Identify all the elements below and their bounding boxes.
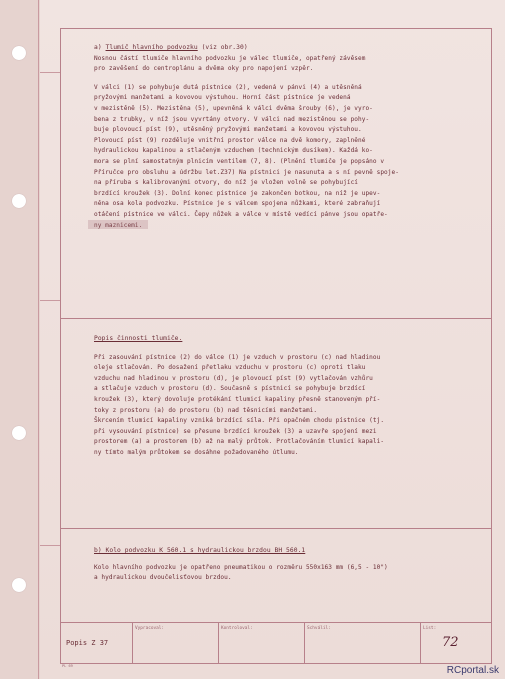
section-b-heading: Popis činnosti tlumiče. xyxy=(94,335,183,342)
title-block xyxy=(60,622,492,663)
paragraph-line: ny maznicemi. xyxy=(94,221,143,229)
paragraph-line: V válci (1) se pohybuje dutá pístnice (2), vedená v pánvi (4) a utěsněná xyxy=(94,83,362,91)
margin-tick xyxy=(40,72,60,73)
document-name: Popis Z 37 xyxy=(66,639,109,647)
title-block-docname xyxy=(60,623,133,663)
section-b xyxy=(94,334,384,459)
title-block-kontroloval: Kontroloval: xyxy=(218,623,305,663)
overprint-stamp xyxy=(88,220,148,229)
paragraph-line: pryžovými manžetami a kovovou výstuhou. Horní část pístnice je vedená xyxy=(94,94,351,102)
paragraph-line: toky z prostoru (a) do prostoru (b) nad těsnicími manžetami. xyxy=(94,406,318,414)
paragraph-line: hydraulickou kapalinou a stlačeným vzduchem (technickým dusíkem). Každá ko- xyxy=(94,147,373,155)
section-divider xyxy=(60,318,492,319)
paragraph-line: Při zasouvání pístnice (2) do válce (1) je vzduch v prostoru (c) nad hladinou xyxy=(94,353,381,361)
section-a xyxy=(94,43,399,231)
section-c xyxy=(94,546,388,584)
title-block-list: List: 72 xyxy=(423,626,459,650)
paragraph-line: kroužek (3), který dovoluje protékání tlumicí kapaliny přesně stanoveným pří- xyxy=(94,395,381,403)
paragraph-line: Příručce pro obsluhu a údržbu let.Z37) Na pístnici je nasunuta a s ní pevně spoje- xyxy=(94,168,399,176)
title-block-schvalil: Schválil: xyxy=(304,623,421,663)
paragraph-line: mora se plní samostatným plnicím ventilem (7, 8). (Plnění tlumiče je popsáno v xyxy=(94,157,385,165)
paragraph-line: brzdící kroužek (3). Dolní konec pístnice je zakončen botkou, na níž je upev- xyxy=(94,189,381,197)
margin-tick xyxy=(40,300,60,301)
paragraph-line: oleje stlačován. Po dosažení přetlaku vzduchu v prostoru (c) oproti tlaku xyxy=(94,364,366,372)
paragraph-line: Škrcením tlumicí kapaliny vzniká brzdící síla. Při opačném chodu pístnice (tj. xyxy=(94,417,385,425)
punch-hole xyxy=(12,46,26,60)
form-code: PL 69 xyxy=(62,664,73,668)
paragraph-line: něna osa kola podvozku. Pístnice je s válcem spojena nůžkami, které zabraňují xyxy=(94,200,381,208)
paragraph-line: a stlačuje vzduch v prostoru (d). Současně s pístnicí se pohybuje brzdící xyxy=(94,385,366,393)
paragraph-line: při vysouvání pístnice) se přesune brzdící kroužek (3) a uzavře spojení mezi xyxy=(94,427,377,435)
paragraph-line: buje plovoucí píst (9), utěsněný pryžovými manžetami a kovovou výstuhou. xyxy=(94,126,362,134)
paragraph-line: v mezistěně (5). Mezistěna (5), upevněná k válci dvěma šrouby (6), je vyro- xyxy=(94,104,373,112)
site-watermark: RCportal.sk xyxy=(446,665,499,676)
punch-hole xyxy=(12,426,26,440)
paragraph-line: pro zavěšení do centroplánu a dvěma oky pro napojení vzpěr. xyxy=(94,65,314,73)
page-number: 72 xyxy=(442,635,459,650)
section-divider xyxy=(60,528,492,529)
paragraph-line: bena z trubky, v níž jsou vyvrtány otvory. V válci nad mezistěnou se pohy- xyxy=(94,115,370,123)
paragraph-line: Nosnou částí tlumiče hlavního podvozku je válec tlumiče, opatřený závěsem xyxy=(94,54,366,62)
section-a-heading: a) Tlumič hlavního podvozku (viz obr.30) xyxy=(94,44,248,51)
title-block-vypracoval: Vypracoval: xyxy=(132,623,219,663)
paragraph-line: vzduchu nad hladinou v prostoru (d), je plovoucí píst (9) vytlačován vzhůru xyxy=(94,374,373,382)
margin-tick xyxy=(40,545,60,546)
paragraph-line: prostorem (a) a prostorem (b) až na malý průtok. Protlačováním tlumicí kapali- xyxy=(94,438,385,446)
paragraph-line: Kolo hlavního podvozku je opatřeno pneumatikou o rozměru 550x163 mm (6,5 - 10") xyxy=(94,563,388,571)
paragraph-line: otáčení pístnice ve válci. Čepy nůžek a válce v místě vedící pánve jsou opatře- xyxy=(94,210,388,218)
paragraph-line: ny tímto malým průtokem se dosáhne požadovaného útlumu. xyxy=(94,448,299,456)
paragraph-line: a hydraulickou dvoučelisťovou brzdou. xyxy=(94,574,232,582)
paragraph-line: Plovoucí píst (9) rozděluje vnitřní prostor válce na dvě komory, zaplněné xyxy=(94,136,366,144)
punch-hole xyxy=(12,194,26,208)
paragraph-line: na příruba s kalibrovanými otvory, do níž je vložen volně se pohybující xyxy=(94,179,359,187)
punch-hole xyxy=(12,578,26,592)
binding-line xyxy=(38,0,39,679)
section-c-heading: b) Kolo podvozku K 560.1 s hydraulickou brzdou BH 560.1 xyxy=(94,547,306,554)
